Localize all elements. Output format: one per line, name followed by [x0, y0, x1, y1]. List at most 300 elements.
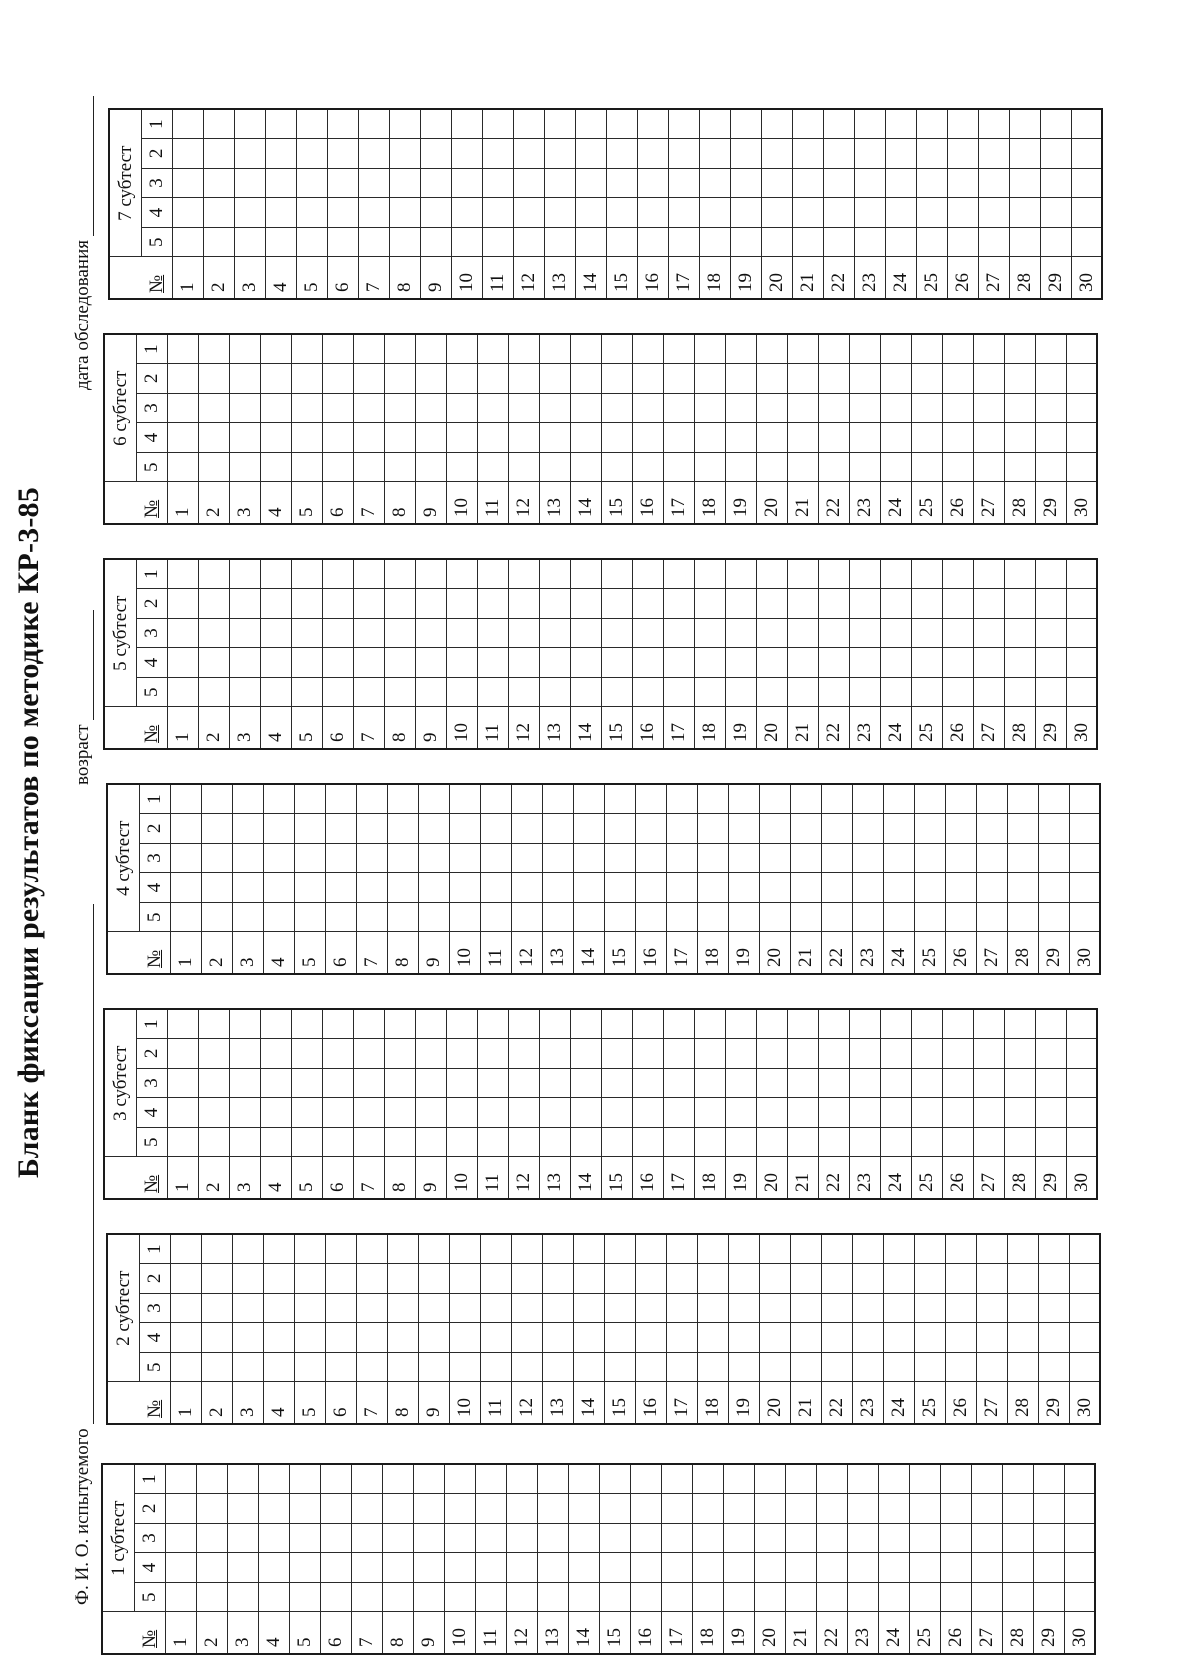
- score-cell[interactable]: [663, 1068, 694, 1098]
- score-cell[interactable]: [754, 1464, 785, 1494]
- score-cell[interactable]: [387, 1352, 418, 1382]
- score-cell[interactable]: [327, 109, 358, 139]
- score-cell[interactable]: [1038, 1293, 1069, 1323]
- score-cell[interactable]: [635, 784, 666, 814]
- score-cell[interactable]: [573, 1293, 604, 1323]
- score-cell[interactable]: [792, 198, 823, 228]
- score-cell[interactable]: [418, 902, 449, 932]
- score-cell[interactable]: [537, 1582, 568, 1612]
- score-cell[interactable]: [384, 589, 415, 619]
- score-cell[interactable]: [575, 109, 606, 139]
- score-cell[interactable]: [1066, 423, 1097, 453]
- score-cell[interactable]: [229, 1068, 260, 1098]
- score-cell[interactable]: [945, 1264, 976, 1294]
- score-cell[interactable]: [413, 1523, 444, 1553]
- score-cell[interactable]: [570, 1009, 601, 1039]
- score-cell[interactable]: [728, 1352, 759, 1382]
- score-cell[interactable]: [663, 452, 694, 482]
- score-cell[interactable]: [978, 109, 1009, 139]
- score-cell[interactable]: [821, 1352, 852, 1382]
- score-cell[interactable]: [1007, 873, 1038, 903]
- score-cell[interactable]: [883, 1234, 914, 1264]
- score-cell[interactable]: [756, 364, 787, 394]
- score-cell[interactable]: [446, 452, 477, 482]
- score-cell[interactable]: [668, 227, 699, 257]
- score-cell[interactable]: [694, 648, 725, 678]
- score-cell[interactable]: [294, 1352, 325, 1382]
- score-cell[interactable]: [229, 364, 260, 394]
- score-cell[interactable]: [666, 1323, 697, 1353]
- score-cell[interactable]: [728, 784, 759, 814]
- score-cell[interactable]: [446, 364, 477, 394]
- score-cell[interactable]: [847, 1464, 878, 1494]
- score-cell[interactable]: [477, 452, 508, 482]
- score-cell[interactable]: [570, 648, 601, 678]
- score-cell[interactable]: [1069, 814, 1100, 844]
- score-cell[interactable]: [291, 677, 322, 707]
- score-cell[interactable]: [542, 1323, 573, 1353]
- score-cell[interactable]: [663, 423, 694, 453]
- score-cell[interactable]: [942, 677, 973, 707]
- score-cell[interactable]: [353, 1009, 384, 1039]
- score-cell[interactable]: [759, 784, 790, 814]
- score-cell[interactable]: [508, 648, 539, 678]
- score-cell[interactable]: [325, 902, 356, 932]
- score-cell[interactable]: [1004, 589, 1035, 619]
- score-cell[interactable]: [1066, 618, 1097, 648]
- score-cell[interactable]: [823, 227, 854, 257]
- score-cell[interactable]: [384, 1068, 415, 1098]
- score-cell[interactable]: [322, 648, 353, 678]
- score-cell[interactable]: [942, 1039, 973, 1069]
- score-cell[interactable]: [508, 559, 539, 589]
- score-cell[interactable]: [754, 1582, 785, 1612]
- score-cell[interactable]: [692, 1523, 723, 1553]
- score-cell[interactable]: [1066, 393, 1097, 423]
- score-cell[interactable]: [725, 589, 756, 619]
- score-cell[interactable]: [1038, 902, 1069, 932]
- score-cell[interactable]: [725, 1039, 756, 1069]
- score-cell[interactable]: [973, 1127, 1004, 1157]
- score-cell[interactable]: [849, 334, 880, 364]
- score-cell[interactable]: [356, 1234, 387, 1264]
- score-cell[interactable]: [511, 1352, 542, 1382]
- score-cell[interactable]: [232, 843, 263, 873]
- score-cell[interactable]: [539, 1039, 570, 1069]
- score-cell[interactable]: [661, 1464, 692, 1494]
- score-cell[interactable]: [227, 1494, 258, 1524]
- score-cell[interactable]: [511, 1323, 542, 1353]
- score-cell[interactable]: [725, 1127, 756, 1157]
- score-cell[interactable]: [785, 1582, 816, 1612]
- score-cell[interactable]: [325, 1352, 356, 1382]
- score-cell[interactable]: [415, 393, 446, 423]
- score-cell[interactable]: [787, 452, 818, 482]
- score-cell[interactable]: [167, 1039, 198, 1069]
- score-cell[interactable]: [787, 393, 818, 423]
- score-cell[interactable]: [973, 334, 1004, 364]
- score-cell[interactable]: [847, 1494, 878, 1524]
- score-cell[interactable]: [325, 873, 356, 903]
- score-cell[interactable]: [420, 198, 451, 228]
- score-cell[interactable]: [1035, 423, 1066, 453]
- score-cell[interactable]: [291, 1127, 322, 1157]
- score-cell[interactable]: [692, 1553, 723, 1583]
- score-cell[interactable]: [971, 1582, 1002, 1612]
- score-cell[interactable]: [415, 1039, 446, 1069]
- score-cell[interactable]: [387, 784, 418, 814]
- score-cell[interactable]: [947, 227, 978, 257]
- score-cell[interactable]: [885, 139, 916, 169]
- score-cell[interactable]: [756, 1098, 787, 1128]
- score-cell[interactable]: [728, 814, 759, 844]
- score-cell[interactable]: [635, 873, 666, 903]
- score-cell[interactable]: [446, 677, 477, 707]
- score-cell[interactable]: [322, 334, 353, 364]
- score-cell[interactable]: [880, 1098, 911, 1128]
- score-cell[interactable]: [725, 1068, 756, 1098]
- score-cell[interactable]: [506, 1553, 537, 1583]
- score-cell[interactable]: [601, 452, 632, 482]
- score-cell[interactable]: [325, 1234, 356, 1264]
- score-cell[interactable]: [823, 139, 854, 169]
- score-cell[interactable]: [759, 1234, 790, 1264]
- score-cell[interactable]: [730, 198, 761, 228]
- score-cell[interactable]: [1009, 168, 1040, 198]
- score-cell[interactable]: [294, 843, 325, 873]
- score-cell[interactable]: [909, 1464, 940, 1494]
- score-cell[interactable]: [1064, 1553, 1095, 1583]
- score-cell[interactable]: [694, 334, 725, 364]
- score-cell[interactable]: [973, 1039, 1004, 1069]
- score-cell[interactable]: [697, 1323, 728, 1353]
- score-cell[interactable]: [911, 1039, 942, 1069]
- score-cell[interactable]: [854, 198, 885, 228]
- score-cell[interactable]: [382, 1464, 413, 1494]
- score-cell[interactable]: [170, 1323, 201, 1353]
- score-cell[interactable]: [506, 1464, 537, 1494]
- score-cell[interactable]: [847, 1553, 878, 1583]
- score-cell[interactable]: [294, 1323, 325, 1353]
- score-cell[interactable]: [663, 334, 694, 364]
- score-cell[interactable]: [449, 873, 480, 903]
- score-cell[interactable]: [260, 364, 291, 394]
- score-cell[interactable]: [356, 1293, 387, 1323]
- score-cell[interactable]: [663, 559, 694, 589]
- score-cell[interactable]: [451, 168, 482, 198]
- score-cell[interactable]: [1009, 139, 1040, 169]
- score-cell[interactable]: [1035, 1009, 1066, 1039]
- score-cell[interactable]: [880, 452, 911, 482]
- score-cell[interactable]: [663, 648, 694, 678]
- score-cell[interactable]: [322, 1009, 353, 1039]
- score-cell[interactable]: [387, 843, 418, 873]
- score-cell[interactable]: [942, 1068, 973, 1098]
- score-cell[interactable]: [725, 1098, 756, 1128]
- score-cell[interactable]: [632, 1127, 663, 1157]
- score-cell[interactable]: [263, 1352, 294, 1382]
- score-cell[interactable]: [818, 559, 849, 589]
- score-cell[interactable]: [790, 1293, 821, 1323]
- score-cell[interactable]: [880, 1068, 911, 1098]
- score-cell[interactable]: [1035, 334, 1066, 364]
- score-cell[interactable]: [759, 1293, 790, 1323]
- score-cell[interactable]: [167, 559, 198, 589]
- score-cell[interactable]: [1035, 677, 1066, 707]
- score-cell[interactable]: [289, 1523, 320, 1553]
- score-cell[interactable]: [263, 1293, 294, 1323]
- score-cell[interactable]: [389, 168, 420, 198]
- score-cell[interactable]: [480, 784, 511, 814]
- score-cell[interactable]: [663, 364, 694, 394]
- score-cell[interactable]: [880, 589, 911, 619]
- score-cell[interactable]: [570, 423, 601, 453]
- score-cell[interactable]: [446, 334, 477, 364]
- score-cell[interactable]: [542, 902, 573, 932]
- score-cell[interactable]: [477, 1127, 508, 1157]
- score-cell[interactable]: [196, 1494, 227, 1524]
- score-cell[interactable]: [790, 873, 821, 903]
- score-cell[interactable]: [630, 1494, 661, 1524]
- score-cell[interactable]: [849, 1039, 880, 1069]
- score-cell[interactable]: [1009, 198, 1040, 228]
- score-cell[interactable]: [449, 843, 480, 873]
- score-cell[interactable]: [260, 1127, 291, 1157]
- score-cell[interactable]: [384, 423, 415, 453]
- score-cell[interactable]: [539, 589, 570, 619]
- score-cell[interactable]: [296, 227, 327, 257]
- score-cell[interactable]: [263, 814, 294, 844]
- score-cell[interactable]: [973, 559, 1004, 589]
- score-cell[interactable]: [854, 168, 885, 198]
- score-cell[interactable]: [911, 1098, 942, 1128]
- score-cell[interactable]: [508, 1039, 539, 1069]
- score-cell[interactable]: [976, 784, 1007, 814]
- score-cell[interactable]: [1069, 1352, 1100, 1382]
- score-cell[interactable]: [575, 168, 606, 198]
- score-cell[interactable]: [480, 873, 511, 903]
- score-cell[interactable]: [1040, 198, 1071, 228]
- score-cell[interactable]: [947, 198, 978, 228]
- score-cell[interactable]: [573, 1234, 604, 1264]
- score-cell[interactable]: [1064, 1582, 1095, 1612]
- score-cell[interactable]: [599, 1464, 630, 1494]
- score-cell[interactable]: [785, 1553, 816, 1583]
- score-cell[interactable]: [508, 1009, 539, 1039]
- score-cell[interactable]: [940, 1464, 971, 1494]
- score-cell[interactable]: [1071, 198, 1102, 228]
- score-cell[interactable]: [320, 1494, 351, 1524]
- score-cell[interactable]: [637, 109, 668, 139]
- score-cell[interactable]: [756, 1009, 787, 1039]
- score-cell[interactable]: [792, 139, 823, 169]
- score-cell[interactable]: [697, 814, 728, 844]
- score-cell[interactable]: [196, 1464, 227, 1494]
- score-cell[interactable]: [792, 227, 823, 257]
- score-cell[interactable]: [914, 1323, 945, 1353]
- score-cell[interactable]: [694, 1039, 725, 1069]
- score-cell[interactable]: [725, 393, 756, 423]
- score-cell[interactable]: [539, 334, 570, 364]
- score-cell[interactable]: [415, 1127, 446, 1157]
- score-cell[interactable]: [854, 227, 885, 257]
- score-cell[interactable]: [506, 1523, 537, 1553]
- score-cell[interactable]: [511, 784, 542, 814]
- score-cell[interactable]: [599, 1582, 630, 1612]
- score-cell[interactable]: [630, 1523, 661, 1553]
- score-cell[interactable]: [198, 1127, 229, 1157]
- score-cell[interactable]: [418, 1234, 449, 1264]
- score-cell[interactable]: [320, 1553, 351, 1583]
- score-cell[interactable]: [415, 1098, 446, 1128]
- score-cell[interactable]: [723, 1523, 754, 1553]
- score-cell[interactable]: [167, 364, 198, 394]
- score-cell[interactable]: [852, 873, 883, 903]
- score-cell[interactable]: [1007, 1352, 1038, 1382]
- score-cell[interactable]: [756, 452, 787, 482]
- score-cell[interactable]: [260, 334, 291, 364]
- score-cell[interactable]: [635, 1293, 666, 1323]
- score-cell[interactable]: [821, 1323, 852, 1353]
- score-cell[interactable]: [945, 902, 976, 932]
- score-cell[interactable]: [167, 1127, 198, 1157]
- score-cell[interactable]: [477, 589, 508, 619]
- score-cell[interactable]: [635, 902, 666, 932]
- score-cell[interactable]: [201, 873, 232, 903]
- score-cell[interactable]: [446, 589, 477, 619]
- score-cell[interactable]: [356, 843, 387, 873]
- score-cell[interactable]: [198, 1039, 229, 1069]
- score-cell[interactable]: [198, 1098, 229, 1128]
- score-cell[interactable]: [973, 677, 1004, 707]
- score-cell[interactable]: [449, 1234, 480, 1264]
- score-cell[interactable]: [542, 784, 573, 814]
- score-cell[interactable]: [816, 1553, 847, 1583]
- score-cell[interactable]: [1040, 139, 1071, 169]
- score-cell[interactable]: [666, 814, 697, 844]
- score-cell[interactable]: [384, 677, 415, 707]
- score-cell[interactable]: [973, 618, 1004, 648]
- score-cell[interactable]: [325, 814, 356, 844]
- score-cell[interactable]: [170, 873, 201, 903]
- score-cell[interactable]: [756, 677, 787, 707]
- score-cell[interactable]: [198, 393, 229, 423]
- score-cell[interactable]: [1007, 784, 1038, 814]
- score-cell[interactable]: [418, 1293, 449, 1323]
- score-cell[interactable]: [508, 1098, 539, 1128]
- score-cell[interactable]: [203, 139, 234, 169]
- score-cell[interactable]: [606, 109, 637, 139]
- score-cell[interactable]: [353, 423, 384, 453]
- score-cell[interactable]: [787, 1127, 818, 1157]
- score-cell[interactable]: [482, 168, 513, 198]
- score-cell[interactable]: [916, 139, 947, 169]
- score-cell[interactable]: [291, 589, 322, 619]
- score-cell[interactable]: [415, 452, 446, 482]
- score-cell[interactable]: [353, 393, 384, 423]
- score-cell[interactable]: [852, 784, 883, 814]
- score-cell[interactable]: [296, 139, 327, 169]
- score-cell[interactable]: [1035, 1098, 1066, 1128]
- score-cell[interactable]: [322, 423, 353, 453]
- score-cell[interactable]: [413, 1464, 444, 1494]
- score-cell[interactable]: [885, 109, 916, 139]
- score-cell[interactable]: [694, 364, 725, 394]
- score-cell[interactable]: [356, 814, 387, 844]
- score-cell[interactable]: [201, 902, 232, 932]
- score-cell[interactable]: [973, 364, 1004, 394]
- score-cell[interactable]: [198, 364, 229, 394]
- score-cell[interactable]: [878, 1553, 909, 1583]
- score-cell[interactable]: [172, 198, 203, 228]
- score-cell[interactable]: [883, 784, 914, 814]
- score-cell[interactable]: [232, 902, 263, 932]
- score-cell[interactable]: [823, 168, 854, 198]
- score-cell[interactable]: [1069, 843, 1100, 873]
- score-cell[interactable]: [387, 873, 418, 903]
- score-cell[interactable]: [234, 109, 265, 139]
- score-cell[interactable]: [544, 227, 575, 257]
- score-cell[interactable]: [384, 559, 415, 589]
- score-cell[interactable]: [384, 1098, 415, 1128]
- score-cell[interactable]: [446, 393, 477, 423]
- score-cell[interactable]: [606, 198, 637, 228]
- score-cell[interactable]: [1002, 1523, 1033, 1553]
- score-cell[interactable]: [570, 393, 601, 423]
- score-cell[interactable]: [940, 1553, 971, 1583]
- score-cell[interactable]: [382, 1582, 413, 1612]
- score-cell[interactable]: [542, 1234, 573, 1264]
- score-cell[interactable]: [258, 1464, 289, 1494]
- score-cell[interactable]: [263, 902, 294, 932]
- score-cell[interactable]: [694, 618, 725, 648]
- score-cell[interactable]: [389, 198, 420, 228]
- score-cell[interactable]: [227, 1464, 258, 1494]
- score-cell[interactable]: [697, 1293, 728, 1323]
- score-cell[interactable]: [976, 843, 1007, 873]
- score-cell[interactable]: [883, 873, 914, 903]
- score-cell[interactable]: [880, 334, 911, 364]
- score-cell[interactable]: [849, 1009, 880, 1039]
- score-cell[interactable]: [909, 1553, 940, 1583]
- score-cell[interactable]: [632, 334, 663, 364]
- score-cell[interactable]: [947, 109, 978, 139]
- score-cell[interactable]: [263, 1234, 294, 1264]
- score-cell[interactable]: [821, 1264, 852, 1294]
- score-cell[interactable]: [446, 559, 477, 589]
- score-cell[interactable]: [170, 1264, 201, 1294]
- score-cell[interactable]: [444, 1464, 475, 1494]
- score-cell[interactable]: [418, 1323, 449, 1353]
- score-cell[interactable]: [821, 1234, 852, 1264]
- score-cell[interactable]: [322, 1098, 353, 1128]
- score-cell[interactable]: [201, 843, 232, 873]
- score-cell[interactable]: [914, 1352, 945, 1382]
- score-cell[interactable]: [666, 1234, 697, 1264]
- score-cell[interactable]: [730, 168, 761, 198]
- score-cell[interactable]: [508, 1068, 539, 1098]
- score-cell[interactable]: [260, 559, 291, 589]
- score-cell[interactable]: [942, 364, 973, 394]
- score-cell[interactable]: [294, 873, 325, 903]
- score-cell[interactable]: [885, 198, 916, 228]
- score-cell[interactable]: [291, 1098, 322, 1128]
- score-cell[interactable]: [477, 677, 508, 707]
- score-cell[interactable]: [1071, 168, 1102, 198]
- score-cell[interactable]: [914, 1293, 945, 1323]
- score-cell[interactable]: [353, 677, 384, 707]
- score-cell[interactable]: [575, 227, 606, 257]
